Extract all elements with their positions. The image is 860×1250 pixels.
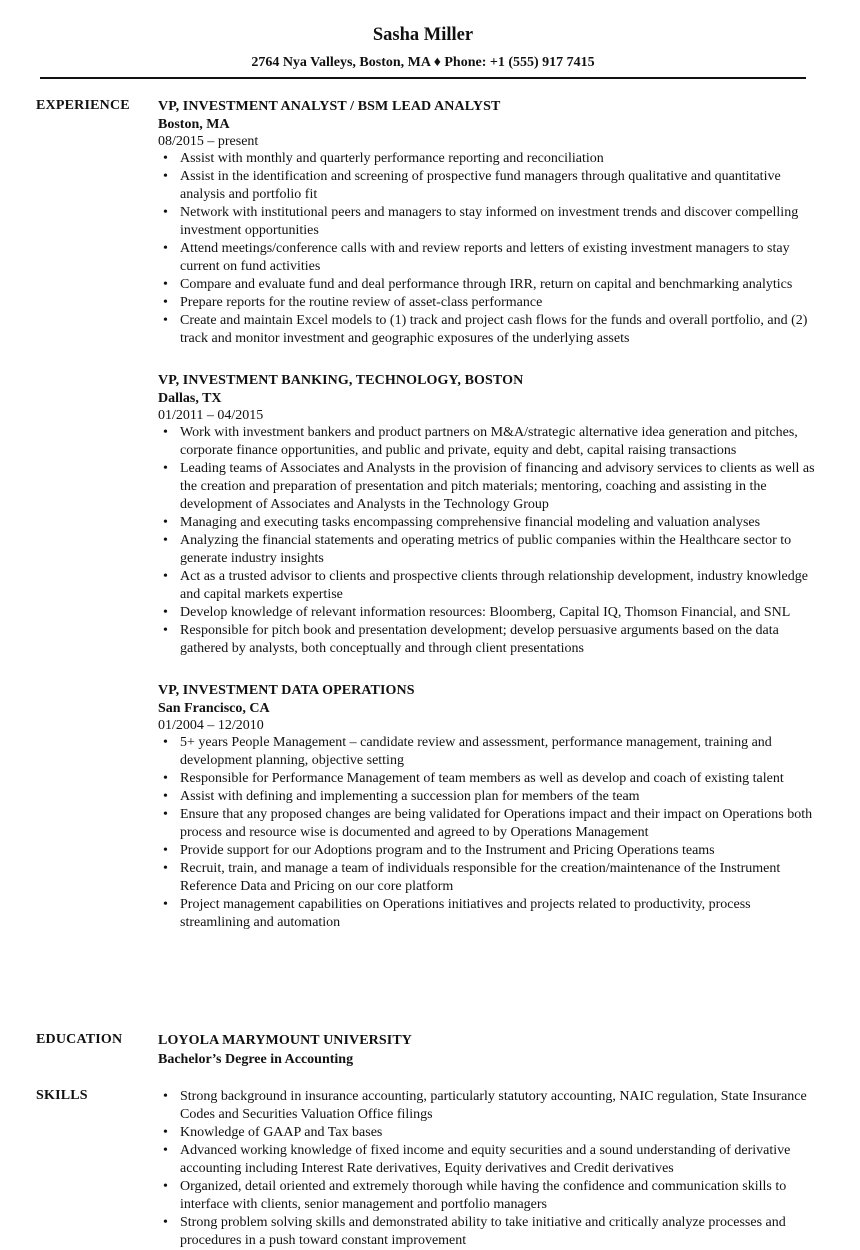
job-entry	[158, 372, 818, 658]
list-item: • Managing and executing tasks encompassing comprehensive financial modeling and valuation analyses	[158, 514, 818, 532]
degree: Bachelor’s Degree in Accounting	[158, 1052, 354, 1067]
list-item: • Assist with defining and implementing a succession plan for members of the team	[158, 788, 818, 806]
list-item: • Assist in the identification and screening of prospective fund managers through qualitative and quantitative analysis and portfolio fit	[158, 168, 818, 204]
list-item: • Leading teams of Associates and Analysts in the provision of financing and advisory services to clients as well as the creation and preparation of presentation and pitch materials; mentoring, coaching and assisting in the development of Associates and Analysts in the Technology Group	[158, 460, 818, 514]
resume-header	[0, 22, 846, 72]
section-heading-education: EDUCATION	[36, 1032, 123, 1047]
list-item: • Responsible for pitch book and presentation development; develop persuasive arguments based on the data gathered by analysts, both conceptually and through client presentations	[158, 622, 818, 658]
list-item: • Strong background in insurance accounting, particularly statutory accounting, NAIC regulation, State Insurance Codes and Securities Valuation Office filings	[158, 1088, 818, 1124]
job-dates: 08/2015 – present	[158, 134, 259, 149]
section-heading-skills: SKILLS	[36, 1088, 88, 1103]
job-location: Boston, MA	[158, 117, 230, 132]
job-entry	[158, 682, 818, 932]
contact-line: 2764 Nya Valleys, Boston, MA ♦ Phone: +1 (555) 917 7415	[251, 55, 595, 70]
job-title: VP, INVESTMENT DATA OPERATIONS	[158, 683, 415, 698]
list-item: • Organized, detail oriented and extremely thorough while having the confidence and communication skills to interface with clients, senior management and portfolio managers	[158, 1178, 818, 1214]
job-entry	[158, 98, 818, 348]
list-item: • Analyzing the financial statements and operating metrics of public companies within the Healthcare sector to generate industry insights	[158, 532, 818, 568]
list-item: • Network with institutional peers and managers to stay informed on investment trends and discover compelling investment opportunities	[158, 204, 818, 240]
list-item: • Recruit, train, and manage a team of individuals responsible for the creation/maintenance of the Instrument Reference Data and Pricing on our core platform	[158, 860, 818, 896]
job-bullets	[158, 734, 818, 932]
list-item: • Knowledge of GAAP and Tax bases	[158, 1124, 818, 1142]
skills-body	[158, 1088, 818, 1250]
education-body	[158, 1032, 818, 1069]
school-name: LOYOLA MARYMOUNT UNIVERSITY	[158, 1033, 412, 1048]
job-dates: 01/2004 – 12/2010	[158, 718, 264, 733]
job-bullets	[158, 150, 818, 348]
job-location: San Francisco, CA	[158, 701, 270, 716]
list-item: • Prepare reports for the routine review of asset-class performance	[158, 294, 818, 312]
list-item: • Ensure that any proposed changes are being validated for Operations impact and their impact on Operations both process and resource wise is documented and agreed to by Operations Management	[158, 806, 818, 842]
job-title: VP, INVESTMENT ANALYST / BSM LEAD ANALYST	[158, 99, 501, 114]
header-divider	[40, 77, 806, 79]
list-item: • Create and maintain Excel models to (1) track and project cash flows for the funds and overall portfolio, and (2) track and monitor investment and geographic exposures of the underlying assets	[158, 312, 818, 348]
list-item: • Strong problem solving skills and demonstrated ability to take initiative and critically analyze processes and procedures in a push toward constant improvement	[158, 1214, 818, 1250]
list-item: • Work with investment bankers and product partners on M&A/strategic alternative idea generation and pitches, corporate finance opportunities, and public and private, equity and debt, capital raising transactions	[158, 424, 818, 460]
list-item: • 5+ years People Management – candidate review and assessment, performance management, training and development planning, objective setting	[158, 734, 818, 770]
list-item: • Advanced working knowledge of fixed income and equity securities and a sound understanding of derivative accounting including Interest Rate derivatives, Equity derivatives and Credit derivatives	[158, 1142, 818, 1178]
job-title: VP, INVESTMENT BANKING, TECHNOLOGY, BOSTON	[158, 373, 524, 388]
list-item: • Act as a trusted advisor to clients and prospective clients through relationship development, industry knowledge and capital markets expertise	[158, 568, 818, 604]
experience-body	[158, 98, 818, 932]
list-item: • Develop knowledge of relevant information resources: Bloomberg, Capital IQ, Thomson Financial, and SNL	[158, 604, 818, 622]
list-item: • Project management capabilities on Operations initiatives and projects related to productivity, process streamlining and automation	[158, 896, 818, 932]
list-item: • Provide support for our Adoptions program and to the Instrument and Pricing Operations teams	[158, 842, 818, 860]
list-item: • Assist with monthly and quarterly performance reporting and reconciliation	[158, 150, 818, 168]
job-dates: 01/2011 – 04/2015	[158, 408, 264, 423]
skills-bullets	[158, 1088, 818, 1250]
job-bullets	[158, 424, 818, 658]
job-location: Dallas, TX	[158, 391, 222, 406]
candidate-name: Sasha Miller	[372, 25, 474, 45]
list-item: • Responsible for Performance Management of team members as well as develop and coach of existing talent	[158, 770, 818, 788]
list-item: • Compare and evaluate fund and deal performance through IRR, return on capital and benchmarking analytics	[158, 276, 818, 294]
list-item: • Attend meetings/conference calls with and review reports and letters of existing investment managers to stay current on fund activities	[158, 240, 818, 276]
section-heading-experience: EXPERIENCE	[36, 98, 130, 113]
